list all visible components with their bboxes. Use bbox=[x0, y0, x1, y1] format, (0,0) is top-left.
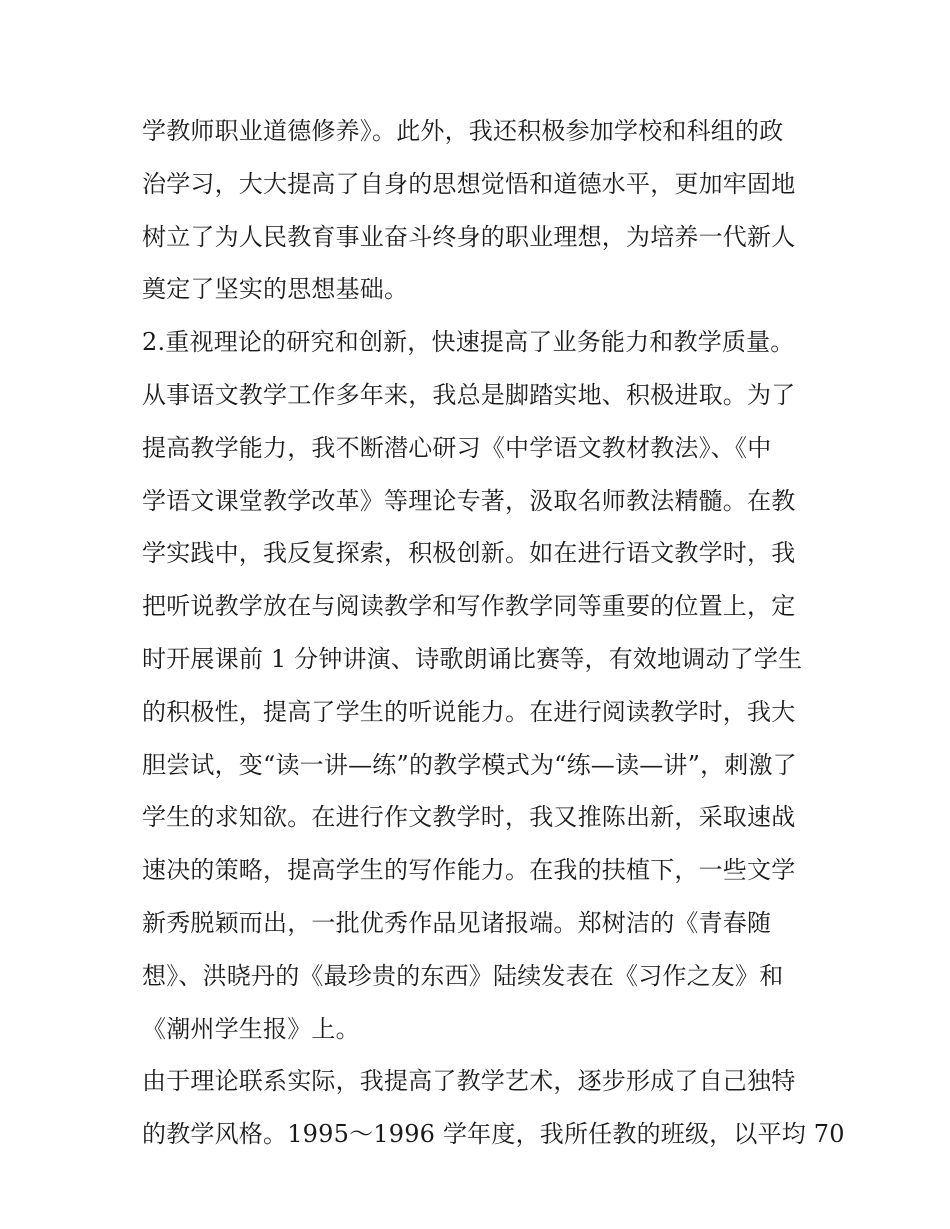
text-line: 学教师职业道德修养》。此外，我还积极参加学校和科组的政 bbox=[142, 117, 784, 145]
text-line: 速决的策略，提高学生的写作能力。在我的扶植下，一些文学 bbox=[142, 856, 796, 885]
text-line: 胆尝试，变“读一讲—练”的教学模式为“练—读—讲”，刺激了 bbox=[142, 750, 797, 779]
text-line: 的教学风格。1995～1996 学年度，我所任教的班级，以平均 70 bbox=[142, 1120, 845, 1149]
text-line: 从事语文教学工作多年来，我总是脚踏实地、积极进取。为了 bbox=[142, 380, 796, 409]
text-line: 新秀脱颖而出，一批优秀作品见诸报端。郑树洁的《青春随 bbox=[142, 908, 772, 937]
text-line: 由于理论联系实际，我提高了教学艺术，逐步形成了自己独特 bbox=[142, 1067, 796, 1096]
text-line: 治学习，大大提高了自身的思想觉悟和道德水平，更加牢固地 bbox=[142, 169, 796, 198]
body-text bbox=[142, 105, 845, 1161]
text-line: 《潮州学生报》上。 bbox=[142, 1014, 360, 1043]
text-line: 学语文课堂教学改革》等理论专著，汲取名师教法精髓。在教 bbox=[142, 486, 796, 515]
text-line: 学实践中，我反复探索，积极创新。如在进行语文教学时，我 bbox=[142, 539, 796, 568]
text-line: 想》、洪晓丹的《最珍贵的东西》陆续发表在《习作之友》和 bbox=[142, 961, 784, 990]
text-line: 树立了为人民教育事业奋斗终身的职业理想，为培养一代新人 bbox=[142, 222, 796, 251]
text-line: 把听说教学放在与阅读教学和写作教学同等重要的位置上，定 bbox=[142, 592, 796, 621]
text-line: 的积极性，提高了学生的听说能力。在进行阅读教学时，我大 bbox=[142, 697, 796, 726]
text-line: 提高教学能力，我不断潜心研习《中学语文教材教法》、《中 bbox=[142, 433, 772, 462]
text-line: 时开展课前 1 分钟讲演、诗歌朗诵比赛等，有效地调动了学生 bbox=[142, 644, 803, 673]
text-line: 奠定了坚实的思想基础。 bbox=[142, 275, 409, 304]
section-heading: 2.重视理论的研究和创新，快速提高了业务能力和教学质量。 bbox=[142, 328, 795, 357]
text-line: 学生的求知欲。在进行作文教学时，我又推陈出新，采取速战 bbox=[142, 803, 796, 832]
